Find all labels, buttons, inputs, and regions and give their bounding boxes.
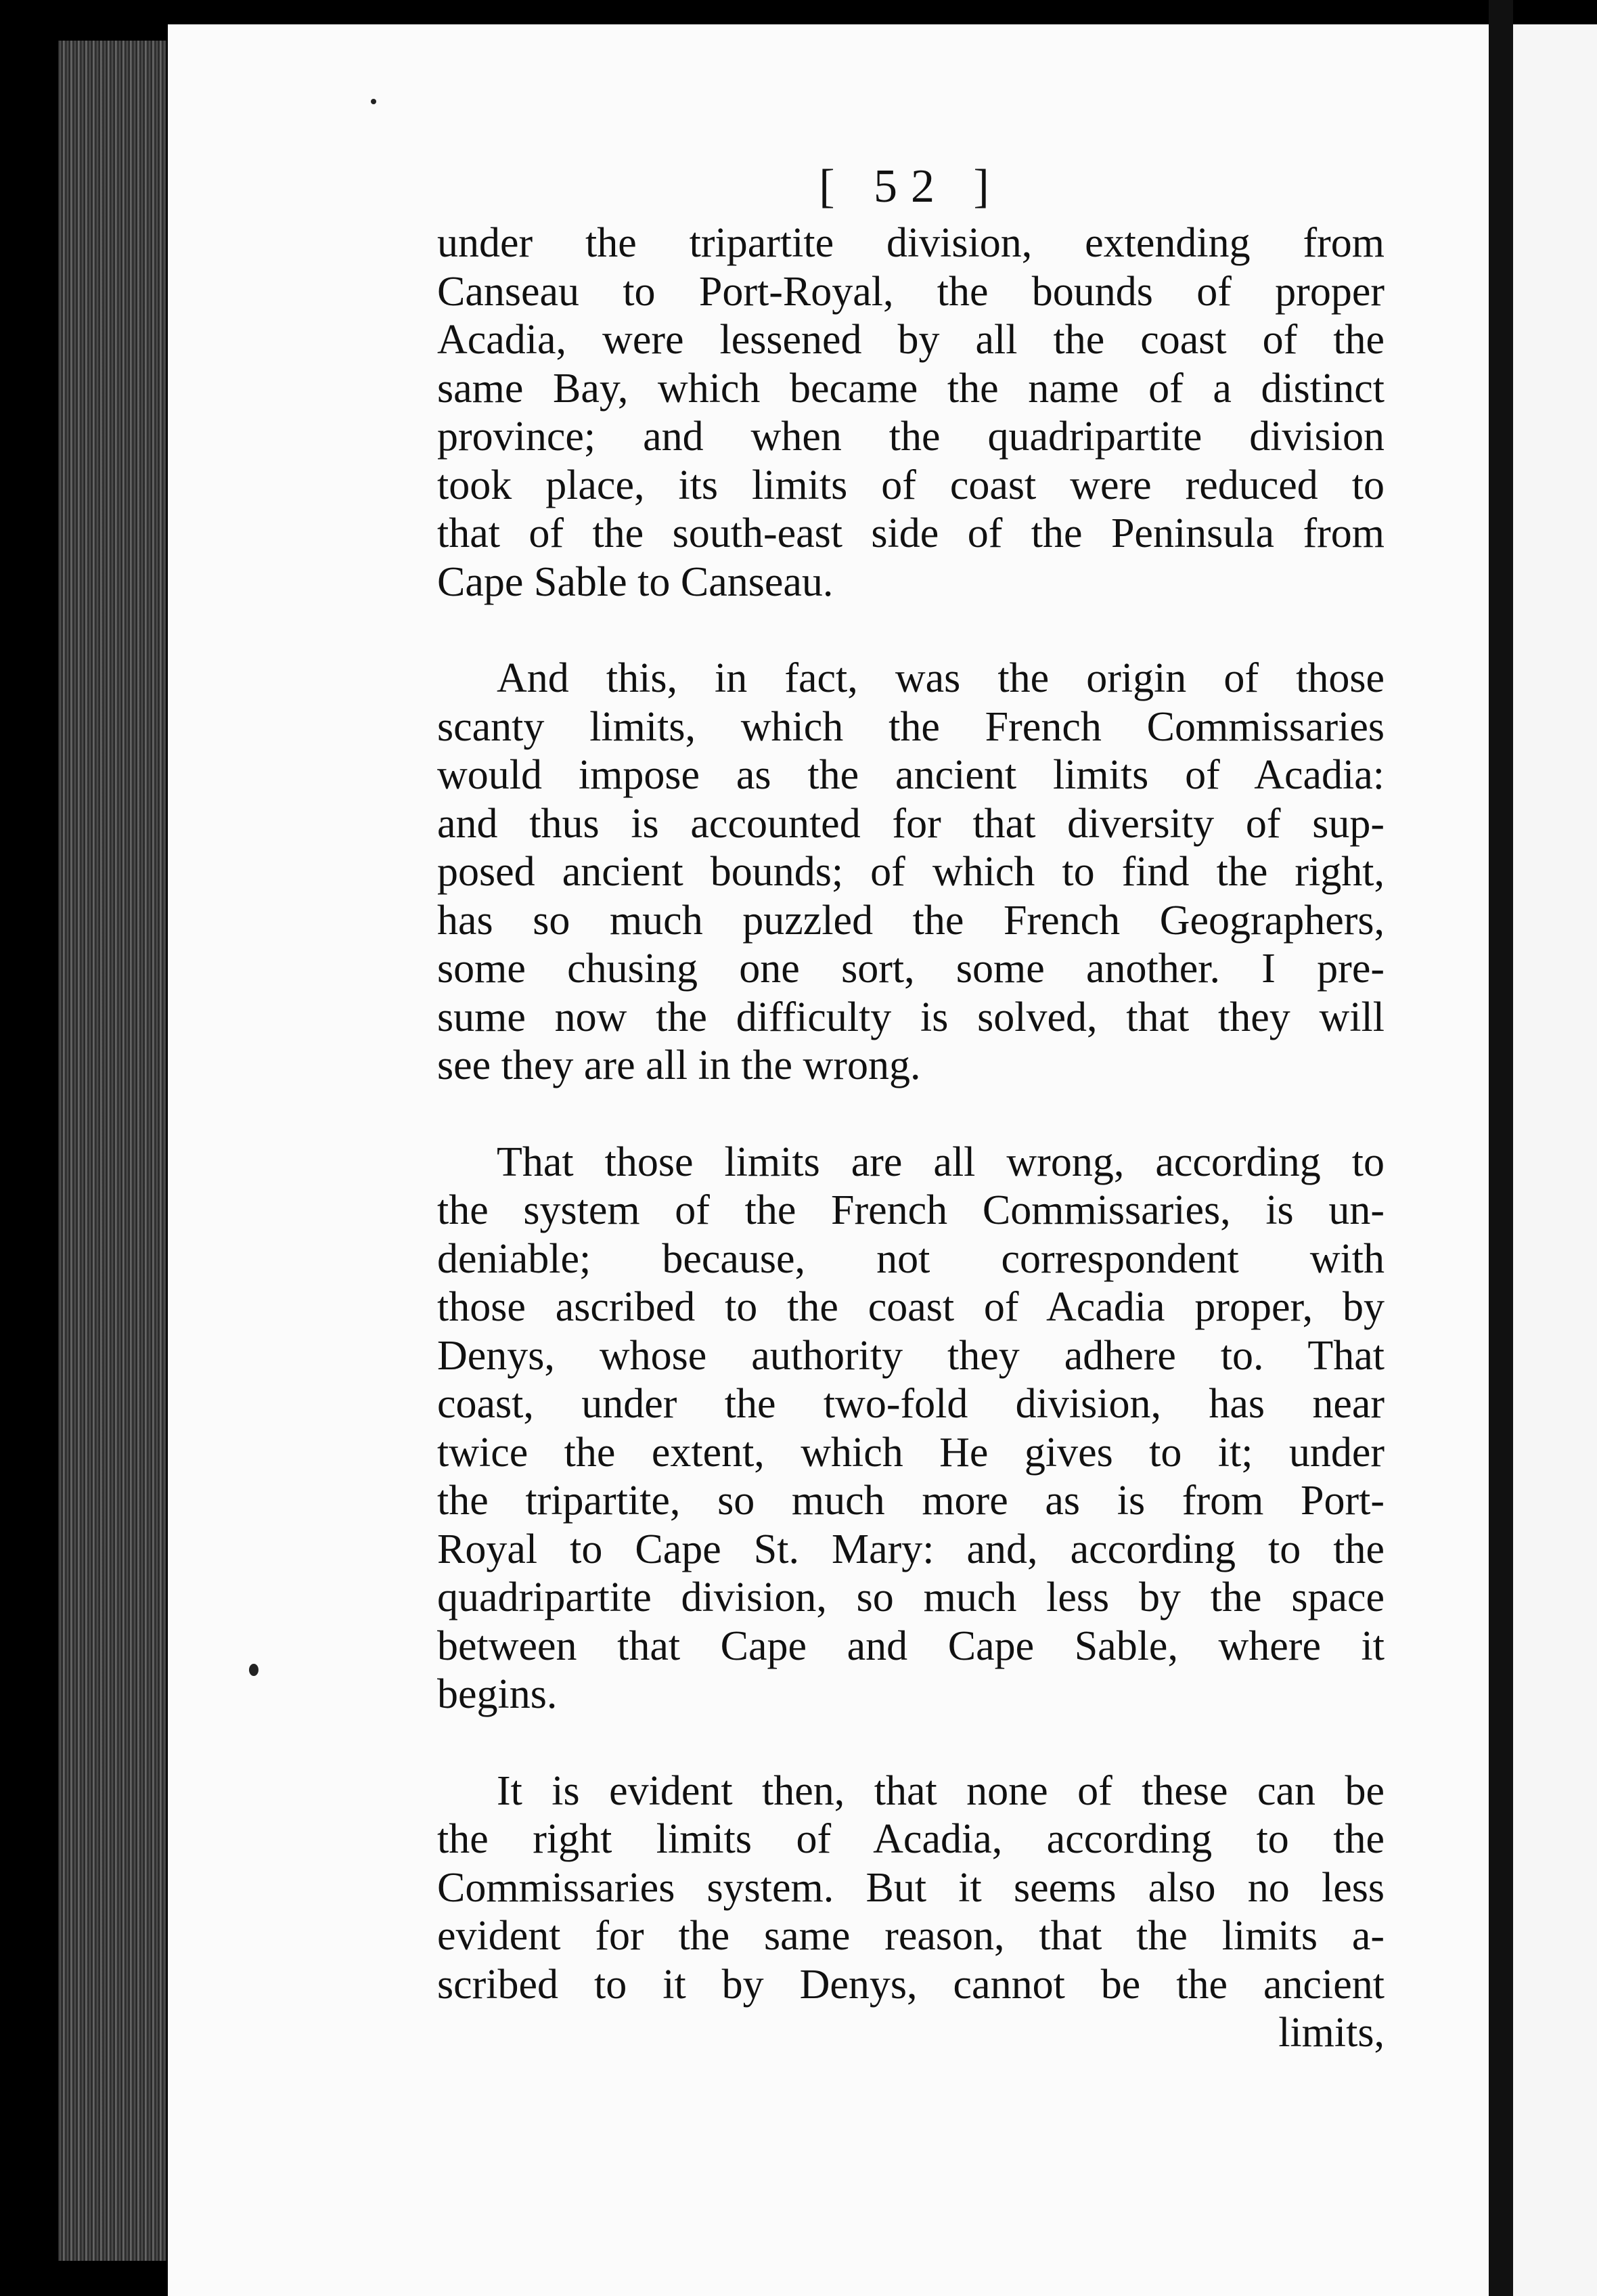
text-line: would impose as the ancient limits of Acadia: bbox=[437, 752, 1385, 798]
text-line: see they are all in the wrong. bbox=[437, 1042, 921, 1088]
text-line: Cape Sable to Canseau. bbox=[437, 558, 834, 605]
text-line: deniable; because, not correspondent with bbox=[437, 1235, 1385, 1282]
adjacent-page bbox=[1513, 24, 1597, 2296]
text-line: the system of the French Commissaries, is un- bbox=[437, 1187, 1385, 1233]
text-line: same Bay, which became the name of a distinct bbox=[437, 365, 1385, 412]
text-line: under the tripartite division, extending from bbox=[437, 220, 1385, 266]
text-line: took place, its limits of coast were reduced to bbox=[437, 462, 1385, 508]
text-line: scanty limits, which the French Commissaries bbox=[437, 703, 1385, 750]
catchword: limits, bbox=[1278, 2010, 1385, 2056]
text-line: between that Cape and Cape Sable, where it bbox=[437, 1622, 1385, 1669]
text-line: Canseau to Port-Royal, the bounds of proper bbox=[437, 268, 1385, 315]
text-line: And this, in fact, was the origin of those bbox=[497, 655, 1385, 701]
paragraph-4 bbox=[437, 1767, 1385, 2010]
text-line: twice the extent, which He gives to it; under bbox=[437, 1429, 1385, 1476]
text-line: It is evident then, that none of these can be bbox=[497, 1767, 1385, 1814]
text-line: has so much puzzled the French Geographers, bbox=[437, 897, 1385, 944]
text-line: some chusing one sort, some another. I pre- bbox=[437, 946, 1385, 992]
text-line: Acadia, were lessened by all the coast of the bbox=[437, 317, 1385, 363]
text-line: sume now the difficulty is solved, that they will bbox=[437, 994, 1385, 1040]
text-line: the tripartite, so much more as is from Port- bbox=[437, 1478, 1385, 1524]
page-text bbox=[437, 160, 1385, 2058]
text-line: evident for the same reason, that the limits a- bbox=[437, 1913, 1385, 1959]
page-number: [ 52 ] bbox=[819, 160, 1003, 213]
text-line: That those limits are all wrong, according to bbox=[497, 1139, 1385, 1185]
text-line: quadripartite division, so much less by the space bbox=[437, 1574, 1385, 1620]
paragraph-1 bbox=[437, 219, 1385, 606]
page-edges bbox=[58, 41, 166, 2261]
text-line: those ascribed to the coast of Acadia proper, by bbox=[437, 1284, 1385, 1330]
text-line: and thus is accounted for that diversity of sup- bbox=[437, 800, 1385, 847]
text-line: province; and when the quadripartite division bbox=[437, 414, 1385, 460]
text-line: Royal to Cape St. Mary: and, according to the bbox=[437, 1526, 1385, 1572]
text-line: Denys, whose authority they adhere to. That bbox=[437, 1332, 1385, 1379]
gutter-shadow bbox=[1489, 0, 1513, 2296]
text-line: begins. bbox=[437, 1671, 558, 1717]
text-line: coast, under the two-fold division, has near bbox=[437, 1381, 1385, 1427]
paragraph-3 bbox=[437, 1139, 1385, 1719]
paragraph-2 bbox=[437, 655, 1385, 1090]
text-line: the right limits of Acadia, according to the bbox=[437, 1816, 1385, 1862]
text-line: Commissaries system. But it seems also no less bbox=[437, 1864, 1385, 1911]
text-line: posed ancient bounds; of which to find the right, bbox=[437, 849, 1385, 895]
text-line: that of the south-east side of the Peninsula from bbox=[437, 510, 1385, 556]
text-line: scribed to it by Denys, cannot be the ancient bbox=[437, 1961, 1385, 2008]
ink-speck bbox=[371, 99, 376, 104]
ink-speck bbox=[249, 1664, 258, 1676]
